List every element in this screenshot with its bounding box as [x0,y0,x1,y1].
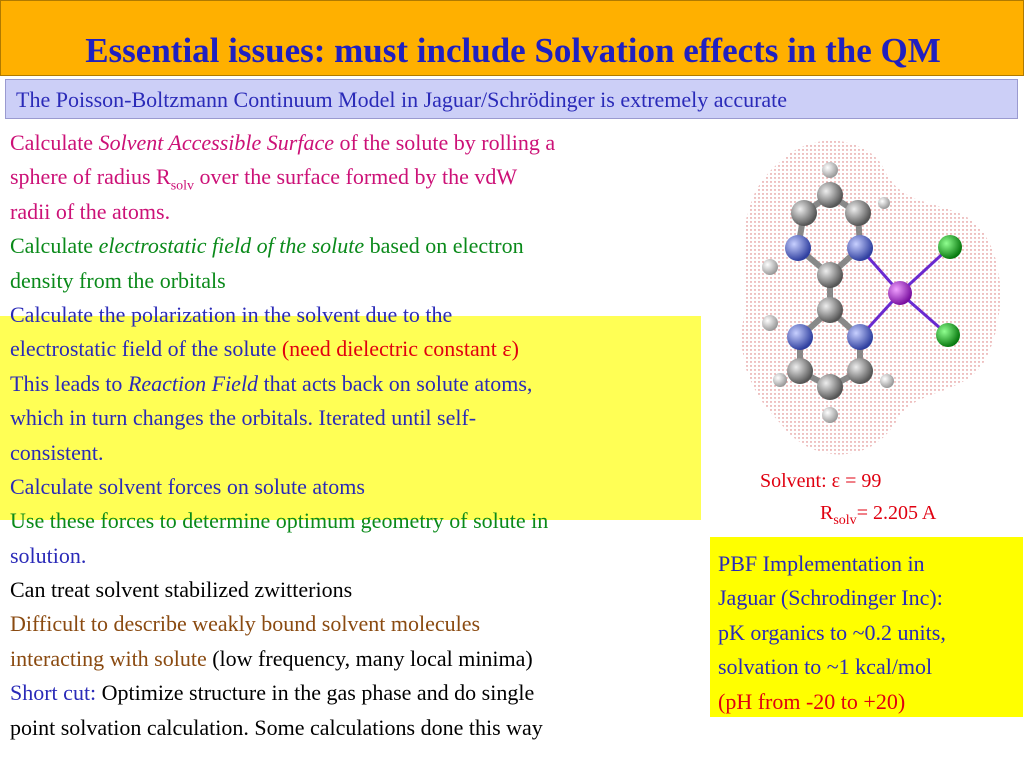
pbf-box [710,537,1023,717]
molecule-figure [722,125,1022,470]
body-line-16 [10,642,710,676]
body-text [10,126,710,745]
dielectric-note: (need dielectric constant ε) [281,336,519,362]
slide-title: Essential issues: must include Solvation effects in the QM [85,31,941,70]
text: Calculate [10,130,99,155]
body-line-6: Calculate the polarization in the solvent due to the [10,301,453,327]
text: = 2.205 A [856,502,937,524]
pbf-line: PBF Implementation in [718,551,925,576]
pbf-line: Jaguar (Schrodinger Inc): [718,585,943,611]
body-line-13: solution. [10,542,87,568]
body-line-2 [10,160,710,194]
shortcut-label: Short cut: [10,680,97,706]
pbf-line: (pH from -20 to +20) [718,688,906,714]
text: of the solute by rolling a [333,130,556,155]
body-line-10: consistent. [10,439,104,465]
text: sphere of radius R [10,164,171,190]
body-line-4 [10,229,710,263]
pbf-line: solvation to ~1 kcal/mol [718,654,933,680]
title-bar [0,0,1024,76]
body-line-11: Calculate solvent forces on solute atoms [10,473,365,499]
subscript: solv [170,178,195,194]
emphasis: electrostatic field of the solute [98,233,365,259]
body-line-14: Can treat solvent stabilized zwitterions [10,577,353,603]
emphasis: Solvent Accessible Surface [98,130,334,155]
text: electrostatic field of the solute [10,336,282,362]
text: based on electron [364,233,524,259]
text: Calculate [10,233,99,259]
text: R [820,502,834,524]
text: over the surface formed by the vdW [194,164,518,190]
body-line-17 [10,676,710,710]
body-line-7 [10,332,710,366]
body-line-9: which in turn changes the orbitals. Iterated until self- [10,405,477,431]
emphasis: Reaction Field [127,370,259,396]
body-line-5: density from the orbitals [10,267,226,293]
solvent-caption: Solvent: ε = 99 [760,470,882,492]
solvent-surface [742,141,1000,455]
radius-caption [820,502,937,528]
text: (low frequency, many local minima) [206,645,533,671]
text: that acts back on solute atoms, [258,370,533,396]
body-line-12: Use these forces to determine optimum geometry of solute in [10,508,549,534]
metal-atom [888,281,912,305]
subscript: solv [833,513,857,528]
subtitle-bar [5,79,1018,119]
slide-subtitle: The Poisson-Boltzmann Continuum Model in Jaguar/Schrödinger is extremely accurate [16,87,788,112]
text: Optimize structure in the gas phase and do single [96,680,535,706]
body-line-15: Difficult to describe weakly bound solvent molecules [10,611,481,637]
body-line-18: point solvation calculation. Some calculations done this way [10,714,543,740]
body-line-1 [10,126,710,160]
pbf-line: pK organics to ~0.2 units, [718,619,946,645]
body-line-8 [10,367,710,401]
text: interacting with solute [10,645,207,671]
text: This leads to [10,370,128,396]
body-line-3: radii of the atoms. [10,198,171,224]
